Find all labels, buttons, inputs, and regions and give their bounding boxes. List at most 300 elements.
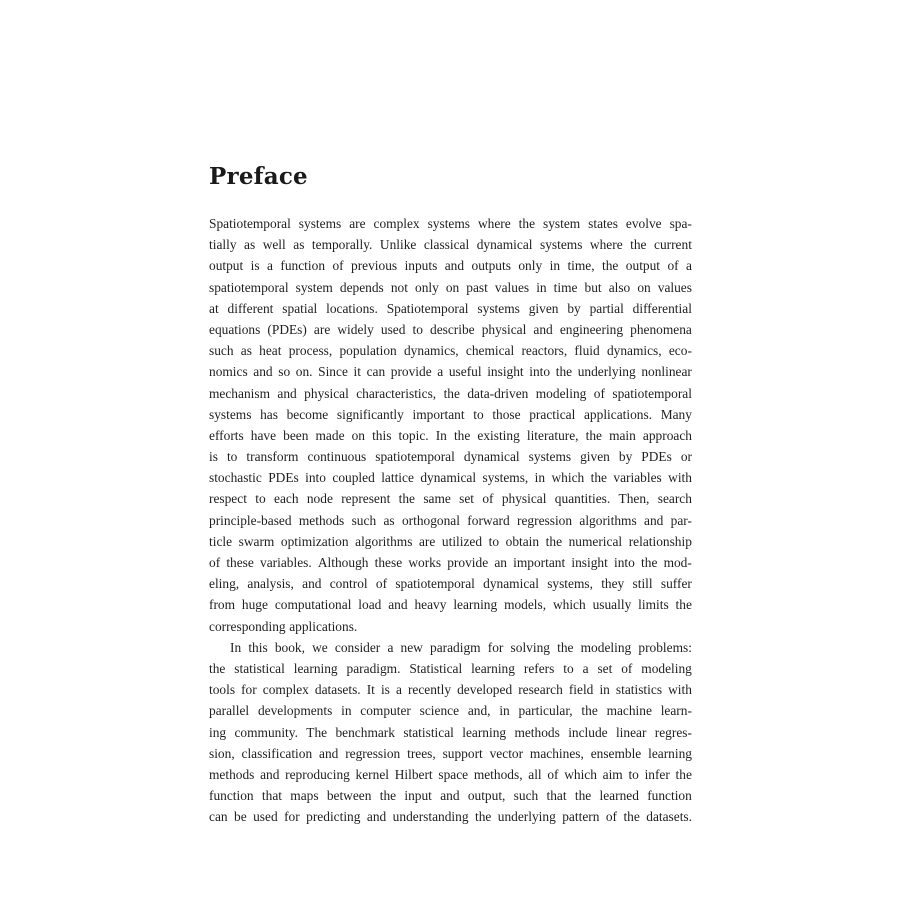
word: of xyxy=(593,385,605,401)
word: paradigm xyxy=(430,639,481,655)
word: the xyxy=(581,703,598,719)
word: algorithms xyxy=(355,533,413,549)
word: learning xyxy=(293,660,338,676)
word: physical xyxy=(501,491,547,507)
word: as xyxy=(244,237,256,253)
word: learned xyxy=(599,788,639,804)
word: and xyxy=(533,321,553,337)
word: new xyxy=(400,639,423,655)
text-line xyxy=(209,594,692,615)
word: the xyxy=(602,258,619,274)
word: variables. xyxy=(260,555,312,570)
word: been xyxy=(283,427,309,443)
word: spatial xyxy=(282,300,318,316)
word: which xyxy=(552,597,586,613)
word: learning xyxy=(648,745,692,761)
word: nomics xyxy=(209,364,248,380)
text-line xyxy=(209,277,692,298)
text-line xyxy=(209,298,692,319)
word: on. xyxy=(295,364,313,380)
word: such xyxy=(351,512,377,528)
word: in xyxy=(534,470,546,486)
word: to xyxy=(226,449,238,465)
word: mechanism xyxy=(209,385,270,401)
word: physical xyxy=(481,321,527,337)
word: underlying xyxy=(497,809,556,825)
word: ensemble xyxy=(590,745,642,761)
word: learning xyxy=(471,660,515,676)
word: same xyxy=(423,491,451,507)
word: a xyxy=(582,660,589,676)
word: topic. xyxy=(398,427,429,443)
word: Since xyxy=(318,364,348,380)
word: approach xyxy=(642,427,692,443)
text-line xyxy=(209,785,692,806)
word: useful xyxy=(448,364,482,380)
word: forward xyxy=(467,512,510,528)
word: in xyxy=(536,279,547,295)
word: previous xyxy=(351,258,398,274)
word: lattice xyxy=(381,470,414,486)
word: time xyxy=(553,279,578,295)
word: field xyxy=(568,682,594,698)
word: to xyxy=(563,660,574,676)
word: values xyxy=(657,279,692,295)
word: with xyxy=(668,682,692,698)
word: between xyxy=(326,788,372,804)
word: corresponding xyxy=(209,618,286,634)
word: relationship xyxy=(628,533,692,549)
word: modeling xyxy=(641,660,692,676)
word: systems xyxy=(528,449,572,465)
word: differential xyxy=(632,300,692,316)
word: spatiotemporal xyxy=(395,576,475,592)
word: as xyxy=(293,237,305,253)
word: statistical xyxy=(234,660,285,676)
word: paradigm. xyxy=(346,660,401,676)
word: learning xyxy=(462,724,507,740)
word: literature, xyxy=(526,427,579,443)
word: of xyxy=(209,555,221,570)
word: ing xyxy=(209,724,227,740)
word: dynamics, xyxy=(606,343,662,359)
word: values xyxy=(494,279,530,295)
word: The xyxy=(306,724,328,740)
word: and xyxy=(277,385,297,401)
word: vector xyxy=(489,745,524,761)
word: recently xyxy=(407,682,452,698)
word: for xyxy=(241,682,257,698)
word: or xyxy=(680,449,692,465)
word: systems xyxy=(427,216,471,231)
word: that xyxy=(261,788,282,804)
word: Hilbert xyxy=(394,766,433,782)
paragraph-1 xyxy=(209,213,692,637)
word: research xyxy=(518,682,563,698)
word: of xyxy=(482,491,494,507)
text-line xyxy=(209,700,692,721)
word: search xyxy=(657,491,692,507)
text-line xyxy=(209,658,692,679)
word: Spatiotemporal xyxy=(386,300,469,316)
word: widely xyxy=(337,321,374,337)
word: a xyxy=(686,258,692,274)
word: by xyxy=(567,300,581,316)
word: fluid xyxy=(574,343,600,359)
word: such xyxy=(513,788,539,804)
word: dynamical xyxy=(420,470,477,486)
word: set xyxy=(459,491,475,507)
word: such xyxy=(209,343,234,359)
word: heavy xyxy=(414,597,447,613)
word: a xyxy=(395,682,402,698)
word: the xyxy=(557,639,574,655)
word: swarm xyxy=(238,533,275,549)
word: are xyxy=(418,533,436,549)
word: the xyxy=(545,533,563,549)
word: complex xyxy=(262,682,309,698)
word: the xyxy=(379,788,397,804)
word: on xyxy=(637,279,651,295)
word: significantly xyxy=(336,406,404,422)
word: dynamical xyxy=(463,449,520,465)
word: output, xyxy=(467,788,506,804)
word: to xyxy=(473,406,484,422)
word: optimization xyxy=(280,533,349,549)
text-line xyxy=(209,361,692,382)
word: of xyxy=(667,258,679,274)
word: past xyxy=(466,279,488,295)
word: locations. xyxy=(326,300,378,316)
word: huge xyxy=(241,597,268,613)
word: the xyxy=(675,766,692,782)
word: by xyxy=(618,449,633,465)
preface-body xyxy=(209,213,692,827)
text-line xyxy=(209,552,692,573)
word: PDEs xyxy=(641,449,672,465)
word: complex xyxy=(373,216,420,231)
word: the xyxy=(675,597,692,613)
word: obtain xyxy=(505,533,540,549)
word: to xyxy=(412,321,423,337)
word: this xyxy=(372,427,392,443)
word: provide xyxy=(390,364,432,380)
word: spatiotemporal xyxy=(375,449,455,465)
word: mod- xyxy=(663,555,692,570)
word: describe xyxy=(430,321,475,337)
word: models, xyxy=(504,597,547,613)
word: usually xyxy=(592,597,632,613)
text-line xyxy=(209,404,692,425)
word: space xyxy=(438,766,469,782)
text-line xyxy=(209,319,692,340)
word: all xyxy=(528,766,542,782)
word: function xyxy=(280,258,326,274)
word: parallel xyxy=(209,703,250,719)
word: modeling xyxy=(535,385,587,401)
word: Unlike xyxy=(379,237,417,253)
word: depends xyxy=(339,279,384,295)
word: computer xyxy=(360,703,411,719)
word: used xyxy=(380,321,406,337)
text-line xyxy=(209,637,692,658)
word: function xyxy=(647,788,692,804)
word: quantities. xyxy=(554,491,611,507)
word: data-driven xyxy=(467,385,529,401)
word: aim xyxy=(602,766,623,782)
word: pattern xyxy=(562,809,600,825)
word: population xyxy=(339,343,397,359)
text-line xyxy=(209,383,692,404)
word: each xyxy=(274,491,299,507)
word: machines, xyxy=(529,745,584,761)
word: are xyxy=(349,216,366,231)
word: as xyxy=(240,343,252,359)
word: function xyxy=(209,788,254,804)
word: dynamics, xyxy=(403,343,459,359)
word: so xyxy=(278,364,291,380)
word: in xyxy=(599,682,610,698)
word: predicting xyxy=(306,809,361,825)
word: phenomena xyxy=(630,321,692,337)
paragraph-2 xyxy=(209,637,692,828)
word: for xyxy=(284,809,300,825)
word: reproducing xyxy=(285,766,350,782)
word: existing xyxy=(477,427,520,443)
word: set xyxy=(597,660,613,676)
word: suffer xyxy=(660,576,692,592)
word: main xyxy=(609,427,636,443)
word: limits xyxy=(638,597,669,613)
word: spatiotemporal xyxy=(612,385,692,401)
word: the xyxy=(590,470,607,486)
word: particular, xyxy=(518,703,573,719)
word: made xyxy=(315,427,345,443)
word: variables xyxy=(613,470,662,486)
word: chemical xyxy=(465,343,515,359)
word: nonlinear xyxy=(641,364,692,380)
word: the xyxy=(630,237,647,253)
text-line xyxy=(209,234,692,255)
word: refers xyxy=(523,660,555,676)
word: time, xyxy=(567,258,595,274)
word: methods xyxy=(209,766,255,782)
word: linear xyxy=(615,724,647,740)
word: respect xyxy=(209,491,247,507)
word: where xyxy=(477,216,511,231)
word: is xyxy=(209,449,218,465)
word: systems, xyxy=(547,576,593,592)
word: of xyxy=(375,576,388,592)
word: given xyxy=(580,449,610,465)
word: these xyxy=(226,555,254,570)
word: important xyxy=(513,555,566,570)
word: algorithms xyxy=(579,512,637,528)
word: in xyxy=(549,258,561,274)
word: this xyxy=(248,639,268,655)
word: infer xyxy=(644,766,670,782)
word: learning xyxy=(453,597,498,613)
word: classical xyxy=(423,237,470,253)
word: spa- xyxy=(669,216,692,231)
word: with xyxy=(668,470,692,486)
text-line xyxy=(209,213,692,234)
word: Many xyxy=(660,406,692,422)
word: output xyxy=(209,258,244,274)
text-line xyxy=(209,255,692,276)
word: only xyxy=(415,279,439,295)
text-line xyxy=(209,510,692,531)
word: developed xyxy=(457,682,513,698)
word: and xyxy=(260,766,280,782)
word: orthogonal xyxy=(401,512,460,528)
word: inputs xyxy=(404,258,438,274)
word: science xyxy=(419,703,460,719)
word: we xyxy=(312,639,328,655)
word: benchmark xyxy=(335,724,395,740)
word: statistics xyxy=(615,682,663,698)
word: applications. xyxy=(289,618,358,634)
word: Statistical xyxy=(409,660,463,676)
word: a xyxy=(387,639,394,655)
word: a xyxy=(267,258,273,274)
word: In xyxy=(435,427,447,443)
word: efforts xyxy=(209,427,244,443)
word: Then, xyxy=(618,491,650,507)
word: can xyxy=(209,809,228,825)
word: dynamical xyxy=(483,576,539,592)
word: systems xyxy=(540,237,583,253)
word: in xyxy=(341,703,352,719)
word: Spatiotemporal xyxy=(209,216,291,231)
word: the xyxy=(641,555,658,570)
word: analysis, xyxy=(247,576,294,592)
word: the xyxy=(623,809,640,825)
word: spatiotemporal xyxy=(209,279,289,295)
word: those xyxy=(492,406,521,422)
word: and xyxy=(302,576,322,592)
word: in xyxy=(499,703,510,719)
word: Although xyxy=(317,555,369,570)
text-line xyxy=(209,446,692,467)
word: methods, xyxy=(473,766,523,782)
text-line xyxy=(209,573,692,594)
word: support xyxy=(442,745,483,761)
word: an xyxy=(494,555,507,570)
word: system xyxy=(543,216,581,231)
word: and xyxy=(388,597,408,613)
word: into xyxy=(305,470,326,486)
word: is xyxy=(380,682,390,698)
word: which xyxy=(564,766,597,782)
word: they xyxy=(601,576,625,592)
word: partial xyxy=(589,300,624,316)
word: at xyxy=(209,300,219,316)
word: outputs xyxy=(471,258,511,274)
word: the xyxy=(443,385,460,401)
word: represent xyxy=(341,491,391,507)
word: of xyxy=(547,766,559,782)
word: statistical xyxy=(403,724,454,740)
text-line xyxy=(209,722,692,743)
word: ticle xyxy=(209,533,233,549)
word: regression xyxy=(517,512,573,528)
word: computational xyxy=(274,597,352,613)
word: numerical xyxy=(568,533,623,549)
text-line xyxy=(209,425,692,446)
word: dynamical xyxy=(476,237,533,253)
word: have xyxy=(250,427,277,443)
word: can xyxy=(366,364,386,380)
word: of xyxy=(621,660,633,676)
word: community. xyxy=(234,724,298,740)
word: problems: xyxy=(638,639,692,655)
word: the xyxy=(518,216,536,231)
word: methods xyxy=(298,512,345,528)
word: only xyxy=(518,258,543,274)
text-line xyxy=(209,679,692,700)
word: which xyxy=(551,470,585,486)
word: underlying xyxy=(577,364,636,380)
word: the xyxy=(474,809,492,825)
text-line xyxy=(209,616,692,637)
word: evolve xyxy=(625,216,662,231)
word: equations xyxy=(209,321,261,337)
word: for xyxy=(487,639,504,655)
word: works xyxy=(408,555,442,570)
word: the xyxy=(574,788,592,804)
word: methods xyxy=(514,724,560,740)
word: and xyxy=(644,512,664,528)
word: important xyxy=(412,406,465,422)
word: the xyxy=(398,491,415,507)
word: systems, xyxy=(482,470,529,486)
word: also xyxy=(608,279,631,295)
chapter-heading: Preface xyxy=(209,163,308,190)
word: still xyxy=(632,576,653,592)
word: principle-based xyxy=(209,512,292,528)
word: but xyxy=(584,279,602,295)
word: eling, xyxy=(209,576,240,592)
word: on xyxy=(445,279,460,295)
word: to xyxy=(628,766,639,782)
word: states xyxy=(588,216,618,231)
word: where xyxy=(589,237,623,253)
word: continuous xyxy=(307,449,367,465)
text-line xyxy=(209,764,692,785)
word: and xyxy=(440,788,460,804)
word: become xyxy=(286,406,329,422)
word: that xyxy=(546,788,567,804)
word: tially xyxy=(209,237,237,253)
word: applications. xyxy=(583,406,653,422)
word: and xyxy=(444,258,465,274)
word: into xyxy=(614,555,635,570)
word: current xyxy=(654,237,692,253)
word: and xyxy=(366,809,387,825)
word: not xyxy=(390,279,408,295)
word: kernel xyxy=(355,766,390,782)
word: into xyxy=(529,364,551,380)
word: sion, xyxy=(209,745,235,761)
word: different xyxy=(227,300,274,316)
word: learn- xyxy=(660,703,692,719)
word: (PDEs) xyxy=(267,321,307,337)
word: par- xyxy=(670,512,692,528)
word: regres- xyxy=(654,724,692,740)
text-line xyxy=(209,806,692,827)
word: machine xyxy=(606,703,652,719)
